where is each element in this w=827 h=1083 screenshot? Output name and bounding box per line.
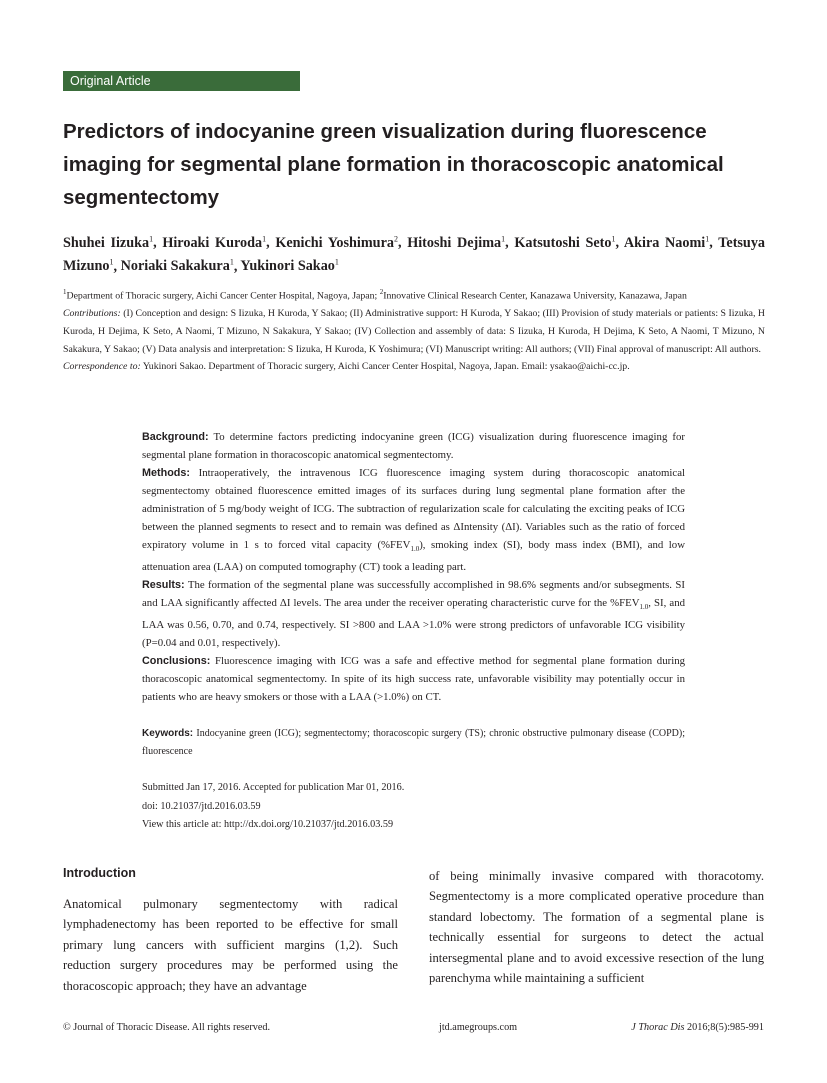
affiliations: $^1$Department of Thoracic surgery, Aichi Cancer Center Hospital, Nagoya, Japan; $^2$Innovative Clinical Research Center, Kanazawa University, Kanazawa, Japan xyxy=(63,288,687,302)
author: Akira Naomi$^1$ xyxy=(623,234,710,251)
author: Katsutoshi Seto$^1$ xyxy=(514,234,616,251)
author: Tetsuya Mizuno$^1$ xyxy=(63,234,766,275)
submission-dates: Submitted Jan 17, 2016. Accepted for publication Mar 01, 2016. xyxy=(142,782,405,793)
author: Kenichi Yoshimura$^2$ xyxy=(275,234,398,251)
doi: doi: 10.21037/jtd.2016.03.59 xyxy=(142,800,261,812)
article-title: Predictors of indocyanine green visualization during fluorescence imaging for segmental plane formation in thoracoscopic anatomical segmentectomy xyxy=(63,120,724,209)
submission-info xyxy=(142,779,685,835)
abstract-methods: Methods: Intraoperatively, the intravenous ICG fluorescence imaging system during thoracoscopic anatomical segmentectomy obtained fluorescence emitted images of its surfaces during lung segmental plane formation after the administration of 5 mg/body weight of ICG. The subtraction of regularization scale for calculating the exciting peaks of ICG between the planned segments to resect and to remain was defined as ΔIntensity (ΔI). Variables such as the ratio of forced expiratory volume in 1 s to forced vital capacity $(\%FEV_{1.0})$, smoking index (SI), body mass index (BMI), and low attenuation area (LAA) on computed tomography (CT) took a leading part. xyxy=(142,467,685,574)
correspondence: Correspondence to: Yukinori Sakao. Department of Thoracic surgery, Aichi Cancer Center Hospital, Nagoya, Japan. Email: ysakao@aichi-cc.jp. xyxy=(63,361,630,373)
article-metadata xyxy=(63,284,765,376)
contributions: Contributions: (I) Conception and design: S Iizuka, H Kuroda, Y Sakao; (II) Administrative support: H Kuroda, Y Sakao; (III) Provision of study materials or patients: S Iizuka, H Kuroda, H Dejima, K Seto, A Naomi, T Mizuno, N Sakakura, Y Sakao; (IV) Collection and assembly of data: S Iizuka, H Kuroda, H Dejima, K Seto, A Naomi, T Mizuno, N Sakakura, Y Sakao; (V) Data analysis and interpretation: S Iizuka, H Kuroda, K Yoshimura; (VI) Manuscript writing: All authors; (VII) Final approval of manuscript: All authors. xyxy=(63,308,765,355)
introduction-right-column: of being minimally invasive compared with thoracotomy. Segmentectomy is a more complicated operative procedure than standard lobectomy. The formation of a segmental plane is technically essential for surgeons to detect the actual intersegmental plane and to avoid excessive resection of the lung parenchyma while maintaining a sufficient xyxy=(429,869,764,986)
introduction-heading: Introduction xyxy=(63,866,136,880)
footer-citation: J Thorac Dis 2016;8(5):985-991 xyxy=(631,1022,764,1033)
abstract-background: Background: To determine factors predicting indocyanine green (ICG) visualization during fluorescence imaging for segmental plane formation in thoracoscopic anatomical segmentectomy. xyxy=(142,431,685,461)
author: Hitoshi Dejima$^1$ xyxy=(407,234,506,251)
footer-website[interactable]: jtd.amegroups.com xyxy=(439,1022,518,1033)
author: Hiroaki Kuroda$^1$ xyxy=(162,234,267,251)
footer-copyright: © Journal of Thoracic Disease. All rights reserved. xyxy=(63,1022,270,1033)
keywords: Keywords: Indocyanine green (ICG); segmentectomy; thoracoscopic surgery (TS); chronic obstructive pulmonary disease (COPD); fluorescence xyxy=(142,728,685,757)
author-list: Shuhei Iizuka$^1$, Hiroaki Kuroda$^1$, Kenichi Yoshimura$^2$, Hitoshi Dejima$^1$, Katsutoshi Seto$^1$, Akira Naomi$^1$, Tetsuya Mizuno$^1$, Noriaki Sakakura$^1$, Yukinori Sakao$^1$ xyxy=(63,234,766,275)
author: Noriaki Sakakura$^1$ xyxy=(120,257,234,275)
author: Yukinori Sakao$^1$ xyxy=(240,257,339,275)
abstract-results: Results: The formation of the segmental plane was successfully accomplished in 98.6% segments and/or subsegments. SI and LAA significantly affected ΔI levels. The area under the receiver operating characteristic curve for the $\%FEV_{1.0}$, SI, and LAA was 0.56, 0.70, and 0.74, respectively. SI >800 and LAA >1.0% were strong predictors of unfavorable ICG visibility (P=0.04 and 0.01, respectively). xyxy=(142,579,685,650)
abstract xyxy=(142,428,685,706)
article-type-badge: Original Article xyxy=(63,71,300,91)
introduction-left-column: Anatomical pulmonary segmentectomy with radical lymphadenectomy has been reported to be effective for small primary lung cancers with sufficient margins (1,2). Such reduction surgery procedures may be performed using the thoracoscopic approach; they have an advantage xyxy=(63,897,398,993)
abstract-conclusions: Conclusions: Fluorescence imaging with ICG was a safe and effective method for segmental plane formation during thoracoscopic anatomical segmentectomy. In spite of its high success rate, unfavorable visibility may potentially occur in patients who are heavy smokers or those with a LAA (>1.0%) on CT. xyxy=(142,655,685,704)
article-link[interactable]: View this article at: http://dx.doi.org/10.21037/jtd.2016.03.59 xyxy=(142,819,394,830)
author: Shuhei Iizuka$^1$ xyxy=(63,234,154,251)
